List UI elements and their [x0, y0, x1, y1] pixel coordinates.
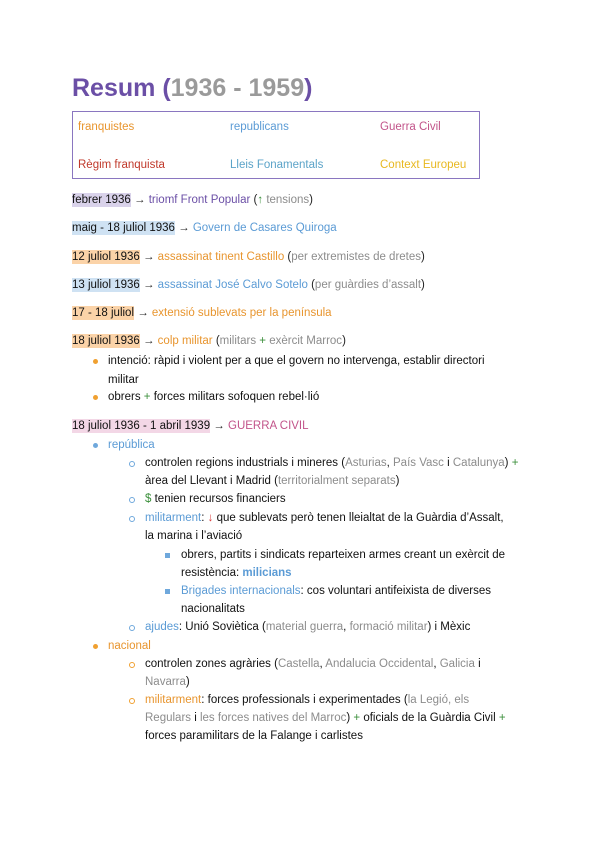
bullet-square-icon	[165, 589, 170, 594]
legend-guerra-civil: Guerra Civil	[380, 121, 441, 133]
arrow-down-icon: ↓	[207, 512, 214, 524]
republica-section: república controlen regions industrials i mineres (Asturias, País Vasc i Catalunya) + àrea del Llevant i Madrid (territorialment separats) $ tenien recursos financiers militarment: ↓ que sublevats però tenen lleialtat de la Guàrdia d’Assalt, la marina i l’aviació obrers, partits i sindicats reparteixen armes creant un exèrcit de resistència: milicians Brigades internacionals: cos voluntari antifeixista de diverses nacionalitats ajudes: Unió Soviètica (material guerra, formació militar) i Mèxic	[0, 436, 600, 641]
legend-context: Context Europeu	[380, 159, 467, 171]
event-maig-1936: maig - 18 juliol 1936 → Govern de Casares Quiroga	[72, 222, 337, 234]
date-highlight: 17 - 18 juliol	[72, 307, 135, 319]
date-highlight: febrer 1936	[72, 194, 131, 206]
bullet-icon	[93, 443, 98, 448]
event-guerra-civil: 18 juliol 1936 - 1 abril 1939 → GUERRA CIVIL	[72, 420, 309, 432]
date-highlight: 18 juliol 1936 - 1 abril 1939	[72, 420, 211, 432]
bullet-ring-icon	[129, 698, 135, 704]
nacional-section: nacional controlen zones agràries (Castella, Andalucia Occidental, Galicia i Navarra) militarment: forces professionals i experimentades (la Legió, els Regulars i les forces natives del Marroc) + oficials de la Guàrdia Civil + forces paramilitars de la Falange i carlistes	[0, 637, 600, 752]
date-highlight: maig - 18 juliol 1936	[72, 222, 175, 234]
event-13-juliol: 13 juliol 1936 → assassinat José Calvo Sotelo (per guàrdies d’assalt)	[72, 279, 425, 291]
bullet-ring-icon	[129, 625, 135, 631]
money-icon: $	[145, 493, 152, 505]
arrow-up-icon: ↑	[257, 194, 264, 206]
bullet-square-icon	[165, 553, 170, 558]
republica-label: república	[108, 439, 155, 451]
event-febrer-1936: febrer 1936 → triomf Front Popular (↑ tensions)	[72, 194, 313, 206]
bullet-ring-icon	[129, 461, 135, 467]
legend-franquistes: franquistes	[78, 121, 135, 133]
title-years: 1936 - 1959	[170, 74, 305, 102]
bullet-ring-icon	[129, 497, 135, 503]
bullet-ring-icon	[129, 516, 135, 522]
legend-lleis: Lleis Fonamentals	[230, 159, 324, 171]
bullet-icon	[93, 644, 98, 649]
date-highlight: 13 juliol 1936	[72, 279, 140, 291]
event-18-juliol: 18 juliol 1936 → colp militar (militars + exèrcit Marroc)	[72, 335, 346, 347]
date-highlight: 18 juliol 1936	[72, 335, 140, 347]
color-legend	[72, 111, 480, 179]
event-12-juliol: 12 juliol 1936 → assassinat tinent Castillo (per extremistes de dretes)	[72, 251, 425, 263]
nacional-label: nacional	[108, 640, 151, 652]
legend-republicans: republicans	[230, 121, 289, 133]
title-main: Resum	[72, 74, 156, 102]
bullet-icon	[93, 359, 98, 364]
bullet-icon	[93, 395, 98, 400]
page-title: Resum (1936 - 1959)	[72, 74, 313, 102]
event-17-18-juliol: 17 - 18 juliol → extensió sublevats per la península	[72, 307, 332, 319]
bullet-ring-icon	[129, 662, 135, 668]
date-highlight: 12 juliol 1936	[72, 251, 140, 263]
legend-regim: Règim franquista	[78, 159, 165, 171]
colp-details: intenció: ràpid i violent per a que el govern no intervenga, establir directori militar obrers + forces militars sofoquen rebel·lió	[0, 352, 600, 412]
